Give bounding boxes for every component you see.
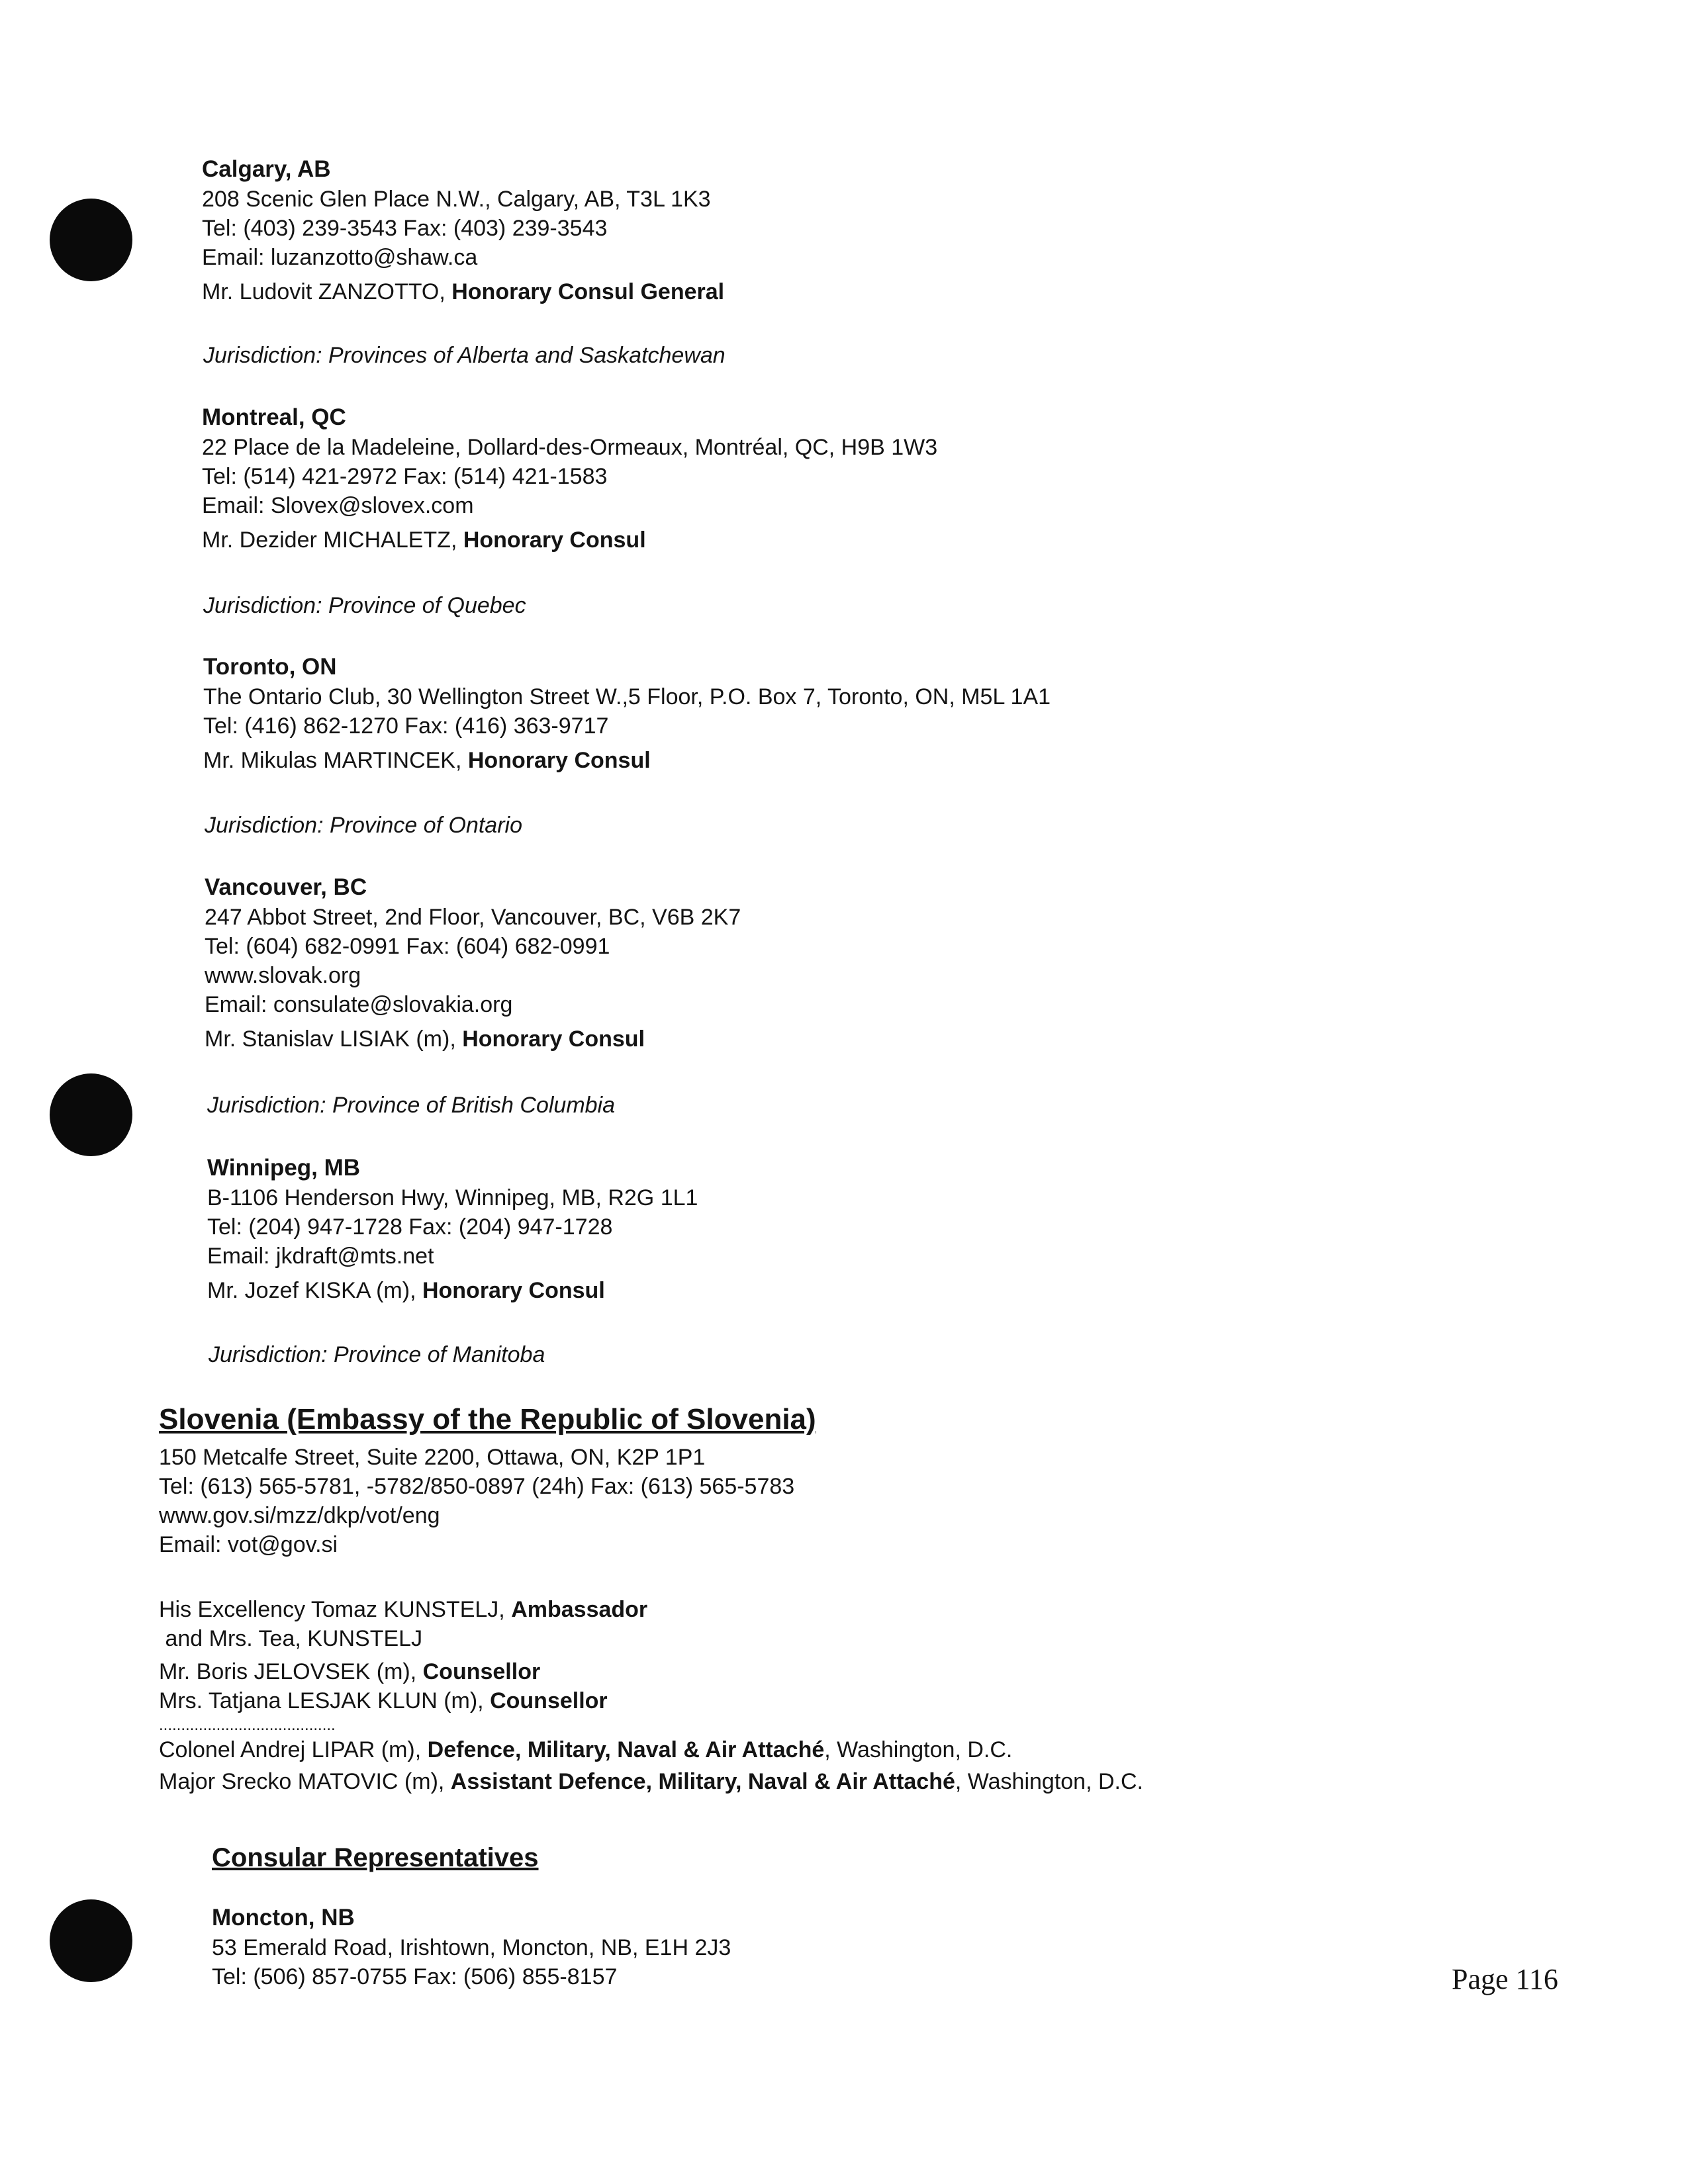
consulate-city: Calgary, AB — [202, 156, 331, 182]
jurisdiction-label: Jurisdiction: — [203, 593, 322, 618]
spouse-line: and Mrs. Tea, KUNSTELJ — [159, 1626, 423, 1651]
address-line: 22 Place de la Madeleine, Dollard-des-Ormeaux, Montréal, QC, H9B 1W3 — [202, 435, 938, 460]
jurisdiction-calgary — [203, 341, 726, 370]
jurisdiction-text: Provinces of Alberta and Saskatchewan — [322, 343, 726, 368]
address-line: 247 Abbot Street, 2nd Floor, Vancouver, BC, V6B 2K7 — [205, 905, 741, 930]
phone-line: Tel: (514) 421-2972 Fax: (514) 421-1583 — [202, 464, 608, 489]
consul-title: Honorary Consul General — [451, 279, 725, 304]
slovenia-staff — [159, 1595, 1143, 1796]
phone-line: Tel: (506) 857-0755 Fax: (506) 855-8157 — [212, 1964, 618, 1989]
consul-name: Mr. Mikulas MARTINCEK, — [203, 748, 468, 773]
consul-line — [207, 1276, 698, 1305]
ambassador-line — [159, 1595, 1143, 1624]
phone-line: Tel: (604) 682-0991 Fax: (604) 682-0991 — [205, 934, 610, 959]
consul-line — [205, 1024, 741, 1054]
jurisdiction-label: Jurisdiction: — [207, 1093, 326, 1118]
section-heading-slovenia: Slovenia (Embassy of the Republic of Slovenia) — [159, 1403, 816, 1435]
website-line: www.gov.si/mzz/dkp/vot/eng — [159, 1503, 440, 1528]
jurisdiction-text: Province of British Columbia — [326, 1093, 616, 1118]
consul-title: Honorary Consul — [467, 748, 651, 773]
phone-line: Tel: (416) 862-1270 Fax: (416) 363-9717 — [203, 713, 609, 739]
consulate-vancouver — [205, 872, 741, 1054]
ambassador-title: Ambassador — [511, 1597, 648, 1622]
dotted-separator: ........................................ — [159, 1716, 336, 1734]
consulate-toronto — [203, 652, 1051, 775]
consulate-calgary — [202, 154, 724, 306]
consul-name: Mr. Jozef KISKA (m), — [207, 1278, 422, 1303]
consulate-city: Winnipeg, MB — [207, 1155, 361, 1181]
counsellor-title: Counsellor — [422, 1659, 541, 1684]
attache-line — [159, 1735, 1143, 1764]
consulate-city: Vancouver, BC — [205, 874, 367, 900]
email-line: Email: Slovex@slovex.com — [202, 493, 474, 518]
counsellor-line — [159, 1657, 1143, 1686]
jurisdiction-text: Province of Ontario — [323, 813, 522, 838]
consulate-city: Toronto, ON — [203, 654, 337, 680]
attache-location: , Washington, D.C. — [824, 1737, 1013, 1762]
consulate-moncton — [212, 1903, 731, 1991]
counsellor-name: Mrs. Tatjana LESJAK KLUN (m), — [159, 1688, 491, 1713]
jurisdiction-winnipeg — [209, 1340, 545, 1369]
punch-hole-bottom — [50, 1899, 132, 1982]
attache-location: , Washington, D.C. — [955, 1769, 1143, 1794]
jurisdiction-text: Province of Quebec — [322, 593, 526, 618]
jurisdiction-toronto — [205, 811, 522, 840]
consul-name: Mr. Dezider MICHALETZ, — [202, 527, 463, 553]
attache-title: Defence, Military, Naval & Air Attaché — [427, 1737, 825, 1762]
website-line: www.slovak.org — [205, 963, 361, 988]
consul-line — [202, 277, 724, 306]
consul-name: Mr. Ludovit ZANZOTTO, — [202, 279, 452, 304]
attache-title: Assistant Defence, Military, Naval & Air Attaché — [450, 1769, 955, 1794]
counsellor-name: Mr. Boris JELOVSEK (m), — [159, 1659, 423, 1684]
jurisdiction-label: Jurisdiction: — [209, 1342, 328, 1367]
consulate-winnipeg — [207, 1153, 698, 1305]
consul-line — [203, 746, 1051, 775]
consul-name: Mr. Stanislav LISIAK (m), — [205, 1026, 463, 1052]
email-line: Email: vot@gov.si — [159, 1532, 338, 1557]
jurisdiction-label: Jurisdiction: — [203, 343, 322, 368]
counsellor-title: Counsellor — [490, 1688, 608, 1713]
slovenia-embassy-contact — [159, 1443, 794, 1559]
page-number: Page 116 — [1452, 1963, 1558, 1995]
email-line: Email: luzanzotto@shaw.ca — [202, 245, 478, 270]
attache-name: Colonel Andrej LIPAR (m), — [159, 1737, 428, 1762]
address-line: 208 Scenic Glen Place N.W., Calgary, AB, T3L 1K3 — [202, 187, 711, 212]
phone-line: Tel: (613) 565-5781, -5782/850-0897 (24h) Fax: (613) 565-5783 — [159, 1474, 795, 1499]
attache-line — [159, 1767, 1143, 1796]
punch-hole-middle — [50, 1073, 132, 1156]
address-line: 150 Metcalfe Street, Suite 2200, Ottawa, ON, K2P 1P1 — [159, 1445, 706, 1470]
consulate-city: Moncton, NB — [212, 1905, 355, 1931]
consul-title: Honorary Consul — [463, 527, 646, 553]
consul-title: Honorary Consul — [462, 1026, 645, 1052]
consul-title: Honorary Consul — [422, 1278, 605, 1303]
consulate-montreal — [202, 402, 937, 555]
punch-hole-top — [50, 199, 132, 281]
attache-name: Major Srecko MATOVIC (m), — [159, 1769, 451, 1794]
consulate-city: Montreal, QC — [202, 404, 346, 430]
jurisdiction-label: Jurisdiction: — [205, 813, 324, 838]
ambassador-name: His Excellency Tomaz KUNSTELJ, — [159, 1597, 512, 1622]
consul-line — [202, 525, 937, 555]
consular-representatives-heading: Consular Representatives — [212, 1843, 539, 1872]
address-line: B-1106 Henderson Hwy, Winnipeg, MB, R2G 1L1 — [207, 1185, 698, 1210]
address-line: 53 Emerald Road, Irishtown, Moncton, NB, E1H 2J3 — [212, 1935, 731, 1960]
phone-line: Tel: (403) 239-3543 Fax: (403) 239-3543 — [202, 216, 608, 241]
phone-line: Tel: (204) 947-1728 Fax: (204) 947-1728 — [207, 1214, 613, 1240]
email-line: Email: consulate@slovakia.org — [205, 992, 513, 1017]
address-line: The Ontario Club, 30 Wellington Street W.,5 Floor, P.O. Box 7, Toronto, ON, M5L 1A1 — [203, 684, 1051, 709]
jurisdiction-text: Province of Manitoba — [327, 1342, 545, 1367]
jurisdiction-vancouver — [207, 1091, 615, 1120]
counsellor-line — [159, 1686, 1143, 1715]
jurisdiction-montreal — [203, 591, 526, 620]
email-line: Email: jkdraft@mts.net — [207, 1244, 434, 1269]
